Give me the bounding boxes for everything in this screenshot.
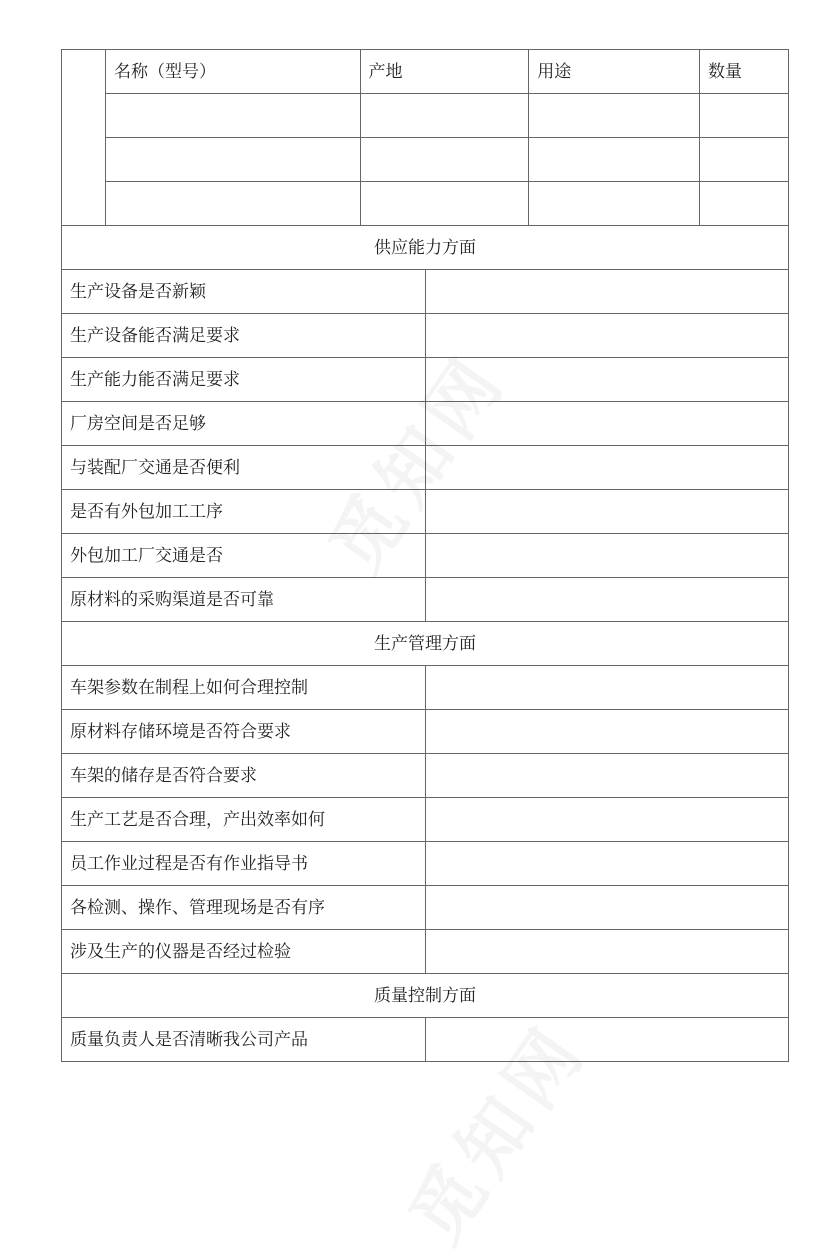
row-label: 涉及生产的仪器是否经过检验 <box>62 930 426 974</box>
table-row <box>62 842 789 886</box>
table-row <box>62 798 789 842</box>
table-row <box>62 886 789 930</box>
row-label: 生产能力能否满足要求 <box>62 358 426 402</box>
equipment-use-cell[interactable] <box>529 94 700 138</box>
section-title: 供应能力方面 <box>62 226 789 270</box>
row-value[interactable] <box>425 402 789 446</box>
equipment-quantity-cell[interactable] <box>700 182 789 226</box>
section-title: 质量控制方面 <box>62 974 789 1018</box>
production-section-header <box>62 622 789 666</box>
table-row <box>62 358 789 402</box>
quality-section-header <box>62 974 789 1018</box>
table-row <box>62 138 789 182</box>
row-value[interactable] <box>425 534 789 578</box>
row-value[interactable] <box>425 270 789 314</box>
row-label: 生产工艺是否合理，产出效率如何 <box>62 798 426 842</box>
table-row <box>62 534 789 578</box>
row-label: 质量负责人是否清晰我公司产品 <box>62 1018 426 1062</box>
header-quantity: 数量 <box>700 50 789 94</box>
row-label: 是否有外包加工工序 <box>62 490 426 534</box>
row-value[interactable] <box>425 578 789 622</box>
table-row <box>62 930 789 974</box>
row-value[interactable] <box>425 490 789 534</box>
header-use: 用途 <box>529 50 700 94</box>
row-label: 车架参数在制程上如何合理控制 <box>62 666 426 710</box>
row-label: 生产设备能否满足要求 <box>62 314 426 358</box>
header-origin: 产地 <box>360 50 529 94</box>
table-row <box>62 94 789 138</box>
table-row <box>62 666 789 710</box>
equipment-quantity-cell[interactable] <box>700 94 789 138</box>
row-value[interactable] <box>425 446 789 490</box>
table-row <box>62 314 789 358</box>
row-value[interactable] <box>425 710 789 754</box>
table-row <box>62 1018 789 1062</box>
supply-table <box>61 225 789 622</box>
equipment-use-cell[interactable] <box>529 182 700 226</box>
row-label: 各检测、操作、管理现场是否有序 <box>62 886 426 930</box>
table-row <box>62 578 789 622</box>
equipment-use-cell[interactable] <box>529 138 700 182</box>
section-title: 生产管理方面 <box>62 622 789 666</box>
row-value[interactable] <box>425 314 789 358</box>
row-label: 原材料存储环境是否符合要求 <box>62 710 426 754</box>
table-row <box>62 402 789 446</box>
equipment-origin-cell[interactable] <box>360 182 529 226</box>
header-name: 名称（型号） <box>105 50 360 94</box>
row-value[interactable] <box>425 754 789 798</box>
supply-section-header <box>62 226 789 270</box>
row-value[interactable] <box>425 1018 789 1062</box>
table-row <box>62 754 789 798</box>
equipment-table <box>61 49 789 226</box>
row-label: 原材料的采购渠道是否可靠 <box>62 578 426 622</box>
table-row <box>62 446 789 490</box>
production-table <box>61 621 789 1062</box>
table-row <box>62 490 789 534</box>
row-label: 外包加工厂交通是否 <box>62 534 426 578</box>
equipment-name-cell[interactable] <box>105 182 360 226</box>
table-row <box>62 270 789 314</box>
row-value[interactable] <box>425 358 789 402</box>
row-label: 员工作业过程是否有作业指导书 <box>62 842 426 886</box>
row-label: 车架的储存是否符合要求 <box>62 754 426 798</box>
row-value[interactable] <box>425 886 789 930</box>
row-value[interactable] <box>425 666 789 710</box>
row-label: 厂房空间是否足够 <box>62 402 426 446</box>
equipment-left-cell <box>62 50 106 226</box>
table-row <box>62 182 789 226</box>
table-row <box>62 710 789 754</box>
row-label: 生产设备是否新颖 <box>62 270 426 314</box>
equipment-name-cell[interactable] <box>105 138 360 182</box>
row-label: 与装配厂交通是否便利 <box>62 446 426 490</box>
equipment-name-cell[interactable] <box>105 94 360 138</box>
equipment-origin-cell[interactable] <box>360 138 529 182</box>
audit-form <box>61 49 789 1062</box>
equipment-origin-cell[interactable] <box>360 94 529 138</box>
row-value[interactable] <box>425 798 789 842</box>
row-value[interactable] <box>425 842 789 886</box>
row-value[interactable] <box>425 930 789 974</box>
equipment-header-row <box>62 50 789 94</box>
equipment-quantity-cell[interactable] <box>700 138 789 182</box>
